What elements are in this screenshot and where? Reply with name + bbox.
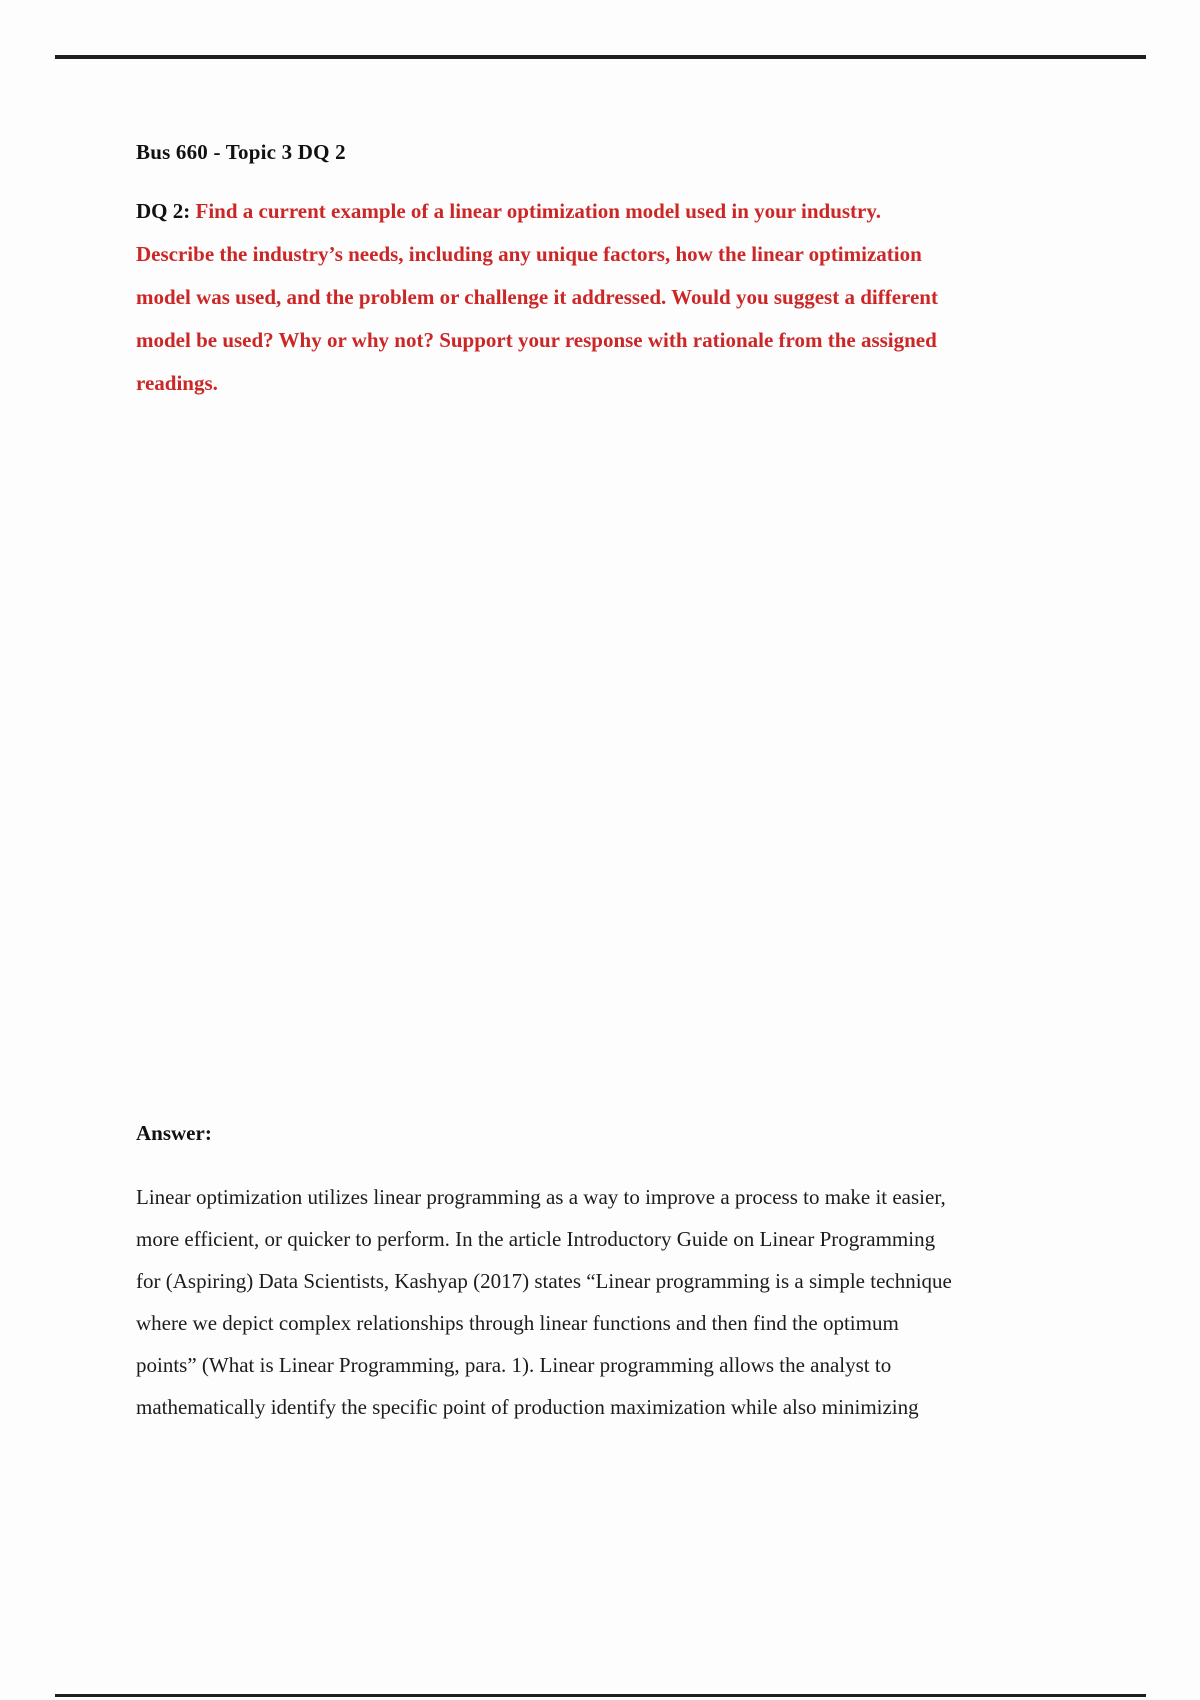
answer-label: Answer: bbox=[136, 1121, 212, 1145]
question-line bbox=[136, 190, 1136, 233]
question-text-line-4: model be used? Why or why not? Support your response with rationale from the assigned bbox=[136, 328, 937, 352]
answer-text-line-4: where we depict complex relationships through linear functions and then find the optimum bbox=[136, 1311, 899, 1335]
question-text-line-5: readings. bbox=[136, 371, 218, 395]
question-text-line-1: Find a current example of a linear optimization model used in your industry. bbox=[195, 199, 881, 223]
question-text-line-3: model was used, and the problem or challenge it addressed. Would you suggest a different bbox=[136, 285, 938, 309]
question-label: DQ 2: bbox=[136, 199, 191, 223]
bottom-horizontal-rule bbox=[55, 1694, 1146, 1697]
answer-paragraph bbox=[136, 1176, 1146, 1428]
answer-text-line-1: Linear optimization utilizes linear programming as a way to improve a process to make it easier, bbox=[136, 1185, 946, 1209]
top-horizontal-rule bbox=[55, 55, 1146, 59]
answer-text-line-6: mathematically identify the specific point of production maximization while also minimizing bbox=[136, 1395, 919, 1419]
question-text-line-2: Describe the industry’s needs, including any unique factors, how the linear optimization bbox=[136, 242, 922, 266]
answer-text-line-2: more efficient, or quicker to perform. In the article Introductory Guide on Linear Programming bbox=[136, 1227, 936, 1251]
discussion-question-paragraph bbox=[136, 190, 1136, 405]
answer-text-line-3: for (Aspiring) Data Scientists, Kashyap (2017) states “Linear programming is a simple technique bbox=[136, 1269, 952, 1293]
answer-text-line-5: points” (What is Linear Programming, para. 1). Linear programming allows the analyst to bbox=[136, 1353, 892, 1377]
document-title: Bus 660 - Topic 3 DQ 2 bbox=[136, 140, 346, 164]
